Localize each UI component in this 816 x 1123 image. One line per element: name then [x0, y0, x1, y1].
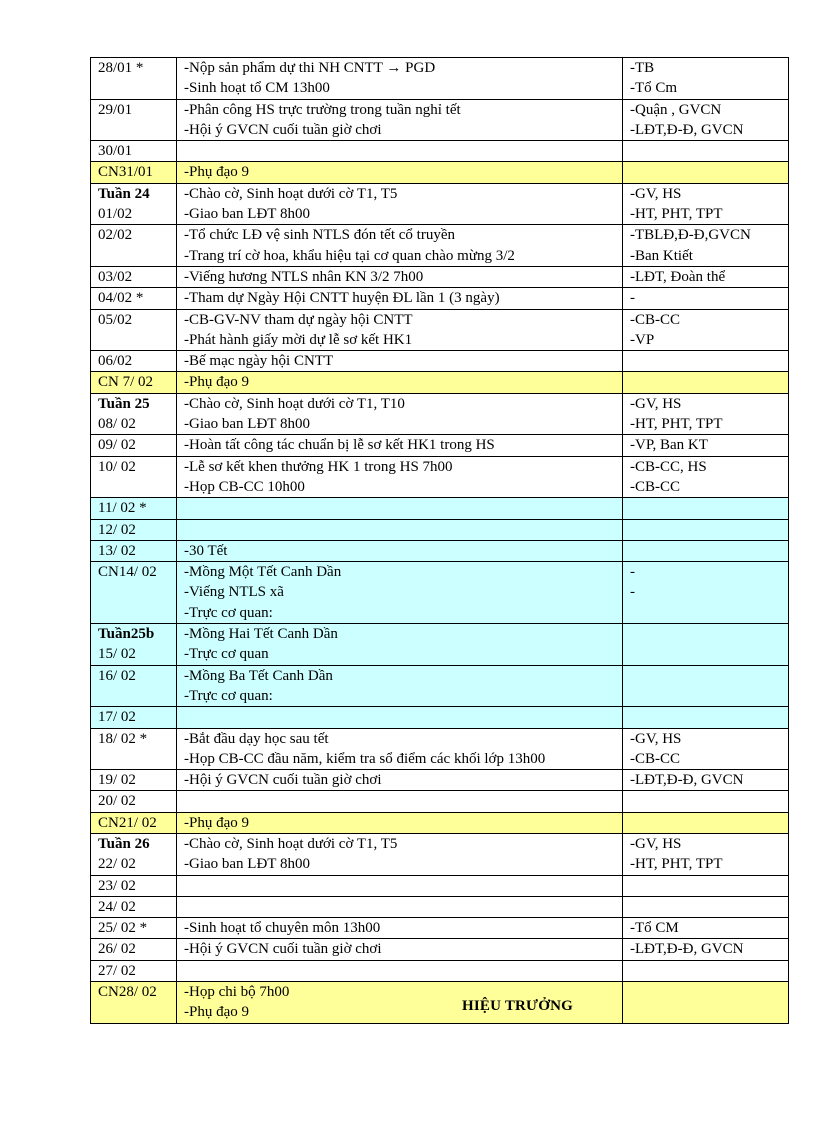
schedule-row	[91, 665, 789, 707]
task-text: -Sinh hoạt tổ chuyên môn 13h00	[184, 920, 381, 937]
task-text: -Trực cơ quan:	[184, 604, 273, 621]
owner-cell	[623, 624, 789, 666]
task-cell	[177, 162, 623, 183]
date-label: 29/01	[98, 101, 133, 118]
date-cell	[91, 982, 177, 1024]
schedule-row	[91, 266, 789, 287]
task-cell	[177, 288, 623, 309]
week-label: Tuần 26	[98, 835, 150, 852]
task-cell	[177, 498, 623, 519]
owner-cell	[623, 982, 789, 1024]
schedule-row	[91, 540, 789, 561]
owner-text: -GV, HS	[630, 730, 682, 747]
owner-text: -GV, HS	[630, 395, 682, 412]
task-text: -Trang trí cờ hoa, khẩu hiệu tại cơ quan chào mừng 3/2	[184, 247, 515, 264]
owner-text	[630, 603, 788, 623]
task-text: -Tham dự Ngày Hội CNTT huyện ĐL lần 1 (3 ngày)	[184, 290, 500, 307]
task-cell	[177, 372, 623, 393]
owner-cell	[623, 288, 789, 309]
task-text: -CB-GV-NV tham dự ngày hội CNTT	[184, 311, 413, 328]
owner-text: -LĐT,Đ-Đ, GVCN	[630, 772, 744, 789]
schedule-row	[91, 58, 789, 100]
task-cell	[177, 728, 623, 770]
task-cell	[177, 225, 623, 267]
date-label: 10/ 02	[98, 458, 136, 475]
schedule-row	[91, 393, 789, 435]
schedule-row	[91, 372, 789, 393]
schedule-row	[91, 435, 789, 456]
owner-cell	[623, 770, 789, 791]
owner-text	[630, 897, 788, 917]
date-cell	[91, 393, 177, 435]
task-cell	[177, 707, 623, 728]
owner-cell	[623, 372, 789, 393]
schedule-row	[91, 498, 789, 519]
schedule-row	[91, 875, 789, 896]
task-cell	[177, 665, 623, 707]
date-cell	[91, 58, 177, 100]
task-text: -Họp CB-CC đầu năm, kiểm tra sổ điểm các khối lớp 13h00	[184, 750, 546, 767]
date-label: CN28/ 02	[98, 984, 157, 1001]
schedule-row	[91, 918, 789, 939]
task-cell	[177, 309, 623, 351]
date-label: 02/02	[98, 227, 133, 244]
schedule-row	[91, 982, 789, 1024]
date-label: 04/02 *	[98, 290, 144, 307]
owner-text	[630, 162, 788, 182]
date-label: CN31/01	[98, 164, 154, 181]
task-cell	[177, 812, 623, 833]
task-text: -Phụ đạo 9	[184, 1004, 249, 1021]
date-label: 06/02	[98, 353, 133, 370]
date-cell	[91, 519, 177, 540]
schedule-row	[91, 351, 789, 372]
owner-cell	[623, 896, 789, 917]
date-cell	[91, 960, 177, 981]
date-label: CN 7/ 02	[98, 374, 154, 391]
task-text: -Sinh hoạt tổ CM 13h00	[184, 80, 330, 97]
date-label: 08/ 02	[98, 416, 136, 433]
task-text	[184, 961, 622, 981]
schedule-row	[91, 183, 789, 225]
date-label: 11/ 02 *	[98, 500, 147, 517]
task-text: -Viếng NTLS xã	[184, 584, 284, 601]
owner-text: -CB-CC	[630, 750, 681, 767]
task-text: -Giao ban LĐT 8h00	[184, 206, 310, 223]
task-cell	[177, 939, 623, 960]
date-cell	[91, 498, 177, 519]
owner-cell	[623, 99, 789, 141]
date-label: 20/ 02	[98, 793, 136, 810]
owner-text: -CB-CC, HS	[630, 458, 707, 475]
schedule-row	[91, 728, 789, 770]
owner-text: -	[630, 290, 635, 307]
week-label: Tuần 25	[98, 395, 150, 412]
task-text	[184, 141, 622, 161]
owner-cell	[623, 141, 789, 162]
task-text: -Mồng Một Tết Canh Dần	[184, 564, 342, 581]
date-label: 27/ 02	[98, 962, 136, 979]
task-text: -Mồng Ba Tết Canh Dần	[184, 667, 333, 684]
schedule-row	[91, 141, 789, 162]
date-cell	[91, 918, 177, 939]
date-cell	[91, 896, 177, 917]
owner-text: -LĐT,Đ-Đ, GVCN	[630, 121, 744, 138]
owner-cell	[623, 266, 789, 287]
task-text: -Hội ý GVCN cuối tuần giờ chơi	[184, 941, 382, 958]
date-label: 16/ 02	[98, 667, 136, 684]
schedule-row	[91, 812, 789, 833]
owner-cell	[623, 540, 789, 561]
task-text: -Hội ý GVCN cuối tuần giờ chơi	[184, 772, 382, 789]
owner-text: -TB	[630, 60, 655, 76]
date-cell	[91, 770, 177, 791]
date-label: 25/ 02 *	[98, 920, 148, 937]
date-label: 01/02	[98, 206, 133, 223]
task-cell	[177, 960, 623, 981]
owner-cell	[623, 812, 789, 833]
owner-text: -LĐT, Đoàn thể	[630, 268, 726, 285]
date-label: 03/02	[98, 268, 133, 285]
owner-text	[630, 961, 788, 981]
date-label: 09/ 02	[98, 437, 136, 454]
date-label: 26/ 02	[98, 941, 136, 958]
owner-cell	[623, 960, 789, 981]
task-text: -Chào cờ, Sinh hoạt dưới cờ T1, T5	[184, 185, 398, 202]
task-text: -Chào cờ, Sinh hoạt dưới cờ T1, T10	[184, 395, 405, 412]
task-cell	[177, 833, 623, 875]
owner-text	[630, 498, 788, 518]
owner-text: -GV, HS	[630, 185, 682, 202]
schedule-row	[91, 309, 789, 351]
owner-cell	[623, 351, 789, 372]
date-cell	[91, 624, 177, 666]
task-text: -Phát hành giấy mời dự lễ sơ kết HK1	[184, 331, 413, 348]
task-cell	[177, 141, 623, 162]
task-cell	[177, 99, 623, 141]
task-cell	[177, 266, 623, 287]
task-text: -Phụ đạo 9	[184, 814, 249, 831]
schedule-row	[91, 896, 789, 917]
task-text: -Họp chi bộ 7h00	[184, 984, 290, 1001]
owner-cell	[623, 791, 789, 812]
owner-cell	[623, 498, 789, 519]
task-text: -Hoàn tất công tác chuẩn bị lễ sơ kết HK1 trong HS	[184, 437, 495, 454]
date-label: 22/ 02	[98, 856, 136, 873]
task-text: -Chào cờ, Sinh hoạt dưới cờ T1, T5	[184, 835, 398, 852]
owner-cell	[623, 183, 789, 225]
task-cell	[177, 791, 623, 812]
task-cell	[177, 393, 623, 435]
task-text: -Họp CB-CC 10h00	[184, 478, 305, 495]
schedule-row	[91, 288, 789, 309]
schedule-row	[91, 519, 789, 540]
owner-text: -VP, Ban KT	[630, 437, 708, 454]
owner-text: -HT, PHT, TPT	[630, 856, 723, 873]
date-cell	[91, 540, 177, 561]
owner-text	[630, 624, 788, 644]
date-cell	[91, 728, 177, 770]
owner-cell	[623, 728, 789, 770]
owner-text	[630, 520, 788, 540]
owner-text	[630, 707, 788, 727]
owner-text: -TBLĐ,Đ-Đ,GVCN	[630, 227, 751, 244]
date-cell	[91, 288, 177, 309]
task-cell	[177, 562, 623, 624]
task-cell	[177, 435, 623, 456]
task-text: -30 Tết	[184, 542, 228, 559]
date-label: 13/ 02	[98, 542, 136, 559]
owner-text: -CB-CC	[630, 311, 681, 328]
date-cell	[91, 266, 177, 287]
date-cell	[91, 183, 177, 225]
task-text: -Giao ban LĐT 8h00	[184, 856, 310, 873]
date-label: 17/ 02	[98, 709, 136, 726]
owner-text: -	[630, 564, 635, 581]
date-cell	[91, 665, 177, 707]
owner-cell	[623, 435, 789, 456]
owner-cell	[623, 162, 789, 183]
task-cell	[177, 770, 623, 791]
date-cell	[91, 833, 177, 875]
schedule-row	[91, 939, 789, 960]
owner-text	[630, 813, 788, 833]
task-cell	[177, 183, 623, 225]
owner-text: -Tổ CM	[630, 920, 679, 937]
task-text	[184, 897, 622, 917]
owner-text: -VP	[630, 331, 655, 348]
owner-text	[630, 791, 788, 811]
task-text: -Mồng Hai Tết Canh Dần	[184, 626, 338, 643]
schedule-table	[90, 57, 789, 1024]
owner-text	[630, 666, 788, 686]
date-cell	[91, 812, 177, 833]
owner-cell	[623, 309, 789, 351]
task-text: -Phân công HS trực trường trong tuần nghỉ tết	[184, 101, 461, 118]
owner-cell	[623, 562, 789, 624]
owner-text: -LĐT,Đ-Đ, GVCN	[630, 941, 744, 958]
owner-cell	[623, 707, 789, 728]
date-cell	[91, 99, 177, 141]
owner-cell	[623, 833, 789, 875]
owner-text	[630, 1002, 788, 1022]
date-label: 05/02	[98, 311, 133, 328]
task-text: -Trực cơ quan	[184, 646, 269, 663]
task-text	[184, 498, 622, 518]
task-cell	[177, 875, 623, 896]
owner-cell	[623, 225, 789, 267]
schedule-body	[91, 58, 789, 1024]
signature-title: HIỆU TRƯỞNG	[462, 998, 573, 1014]
date-label: 15/ 02	[98, 646, 136, 663]
date-label: CN21/ 02	[98, 814, 157, 831]
date-cell	[91, 707, 177, 728]
owner-cell	[623, 393, 789, 435]
schedule-row	[91, 960, 789, 981]
task-text	[184, 791, 622, 811]
date-cell	[91, 456, 177, 498]
schedule-row	[91, 162, 789, 183]
schedule-row	[91, 833, 789, 875]
schedule-row	[91, 562, 789, 624]
task-text: -Phụ đạo 9	[184, 164, 249, 181]
owner-text	[630, 372, 788, 392]
task-text: -Viếng hương NTLS nhân KN 3/2 7h00	[184, 268, 424, 285]
task-cell	[177, 456, 623, 498]
task-cell	[177, 896, 623, 917]
owner-text: -Tổ Cm	[630, 80, 678, 97]
date-cell	[91, 435, 177, 456]
date-cell	[91, 791, 177, 812]
task-text	[184, 876, 622, 896]
date-label: 28/01 *	[98, 60, 144, 76]
schedule-row	[91, 707, 789, 728]
task-cell	[177, 624, 623, 666]
owner-text	[630, 351, 788, 371]
date-cell	[91, 939, 177, 960]
owner-text: -GV, HS	[630, 835, 682, 852]
owner-text	[630, 876, 788, 896]
owner-cell	[623, 58, 789, 100]
date-cell	[91, 225, 177, 267]
owner-text	[630, 141, 788, 161]
owner-cell	[623, 875, 789, 896]
schedule-row	[91, 770, 789, 791]
task-text: -Tổ chức LĐ vệ sinh NTLS đón tết cổ truyền	[184, 227, 455, 244]
date-label: 19/ 02	[98, 772, 136, 789]
date-cell	[91, 875, 177, 896]
schedule-row	[91, 456, 789, 498]
task-text: -Hội ý GVCN cuối tuần giờ chơi	[184, 121, 382, 138]
owner-text: -CB-CC	[630, 478, 681, 495]
owner-text: -Ban Ktiết	[630, 247, 693, 264]
task-text	[184, 520, 622, 540]
date-cell	[91, 309, 177, 351]
owner-cell	[623, 939, 789, 960]
task-text: -Trực cơ quan:	[184, 687, 273, 704]
date-label: 12/ 02	[98, 521, 136, 538]
date-label: 30/01	[98, 143, 133, 160]
task-text: -Bắt đầu dạy học sau tết	[184, 730, 329, 747]
task-text: -Lễ sơ kết khen thưởng HK 1 trong HS 7h00	[184, 458, 453, 475]
task-cell	[177, 351, 623, 372]
task-cell	[177, 519, 623, 540]
owner-text	[630, 686, 788, 706]
task-text	[184, 707, 622, 727]
date-label: 18/ 02 *	[98, 730, 148, 747]
schedule-row	[91, 225, 789, 267]
task-cell	[177, 918, 623, 939]
task-text: -Giao ban LĐT 8h00	[184, 416, 310, 433]
date-cell	[91, 372, 177, 393]
date-label: 24/ 02	[98, 898, 136, 915]
owner-text: -	[630, 584, 635, 601]
owner-cell	[623, 519, 789, 540]
task-text: -Nộp sản phẩm dự thi NH CNTT → PGD	[184, 60, 436, 76]
schedule-row	[91, 99, 789, 141]
week-label: Tuần 24	[98, 185, 150, 202]
date-cell	[91, 562, 177, 624]
task-text: -Bế mạc ngày hội CNTT	[184, 353, 334, 370]
week-label: Tuần25b	[98, 626, 155, 643]
date-label: CN14/ 02	[98, 564, 157, 581]
date-label: 23/ 02	[98, 877, 136, 894]
owner-text: -HT, PHT, TPT	[630, 416, 723, 433]
owner-cell	[623, 918, 789, 939]
owner-text	[630, 644, 788, 664]
owner-text	[630, 541, 788, 561]
date-cell	[91, 141, 177, 162]
owner-text: -Quận , GVCN	[630, 101, 722, 118]
date-cell	[91, 351, 177, 372]
task-cell	[177, 540, 623, 561]
owner-text: -HT, PHT, TPT	[630, 206, 723, 223]
owner-cell	[623, 456, 789, 498]
task-text: -Phụ đạo 9	[184, 374, 249, 391]
task-cell	[177, 58, 623, 100]
owner-text	[630, 982, 788, 1002]
schedule-row	[91, 791, 789, 812]
schedule-row	[91, 624, 789, 666]
date-cell	[91, 162, 177, 183]
owner-cell	[623, 665, 789, 707]
